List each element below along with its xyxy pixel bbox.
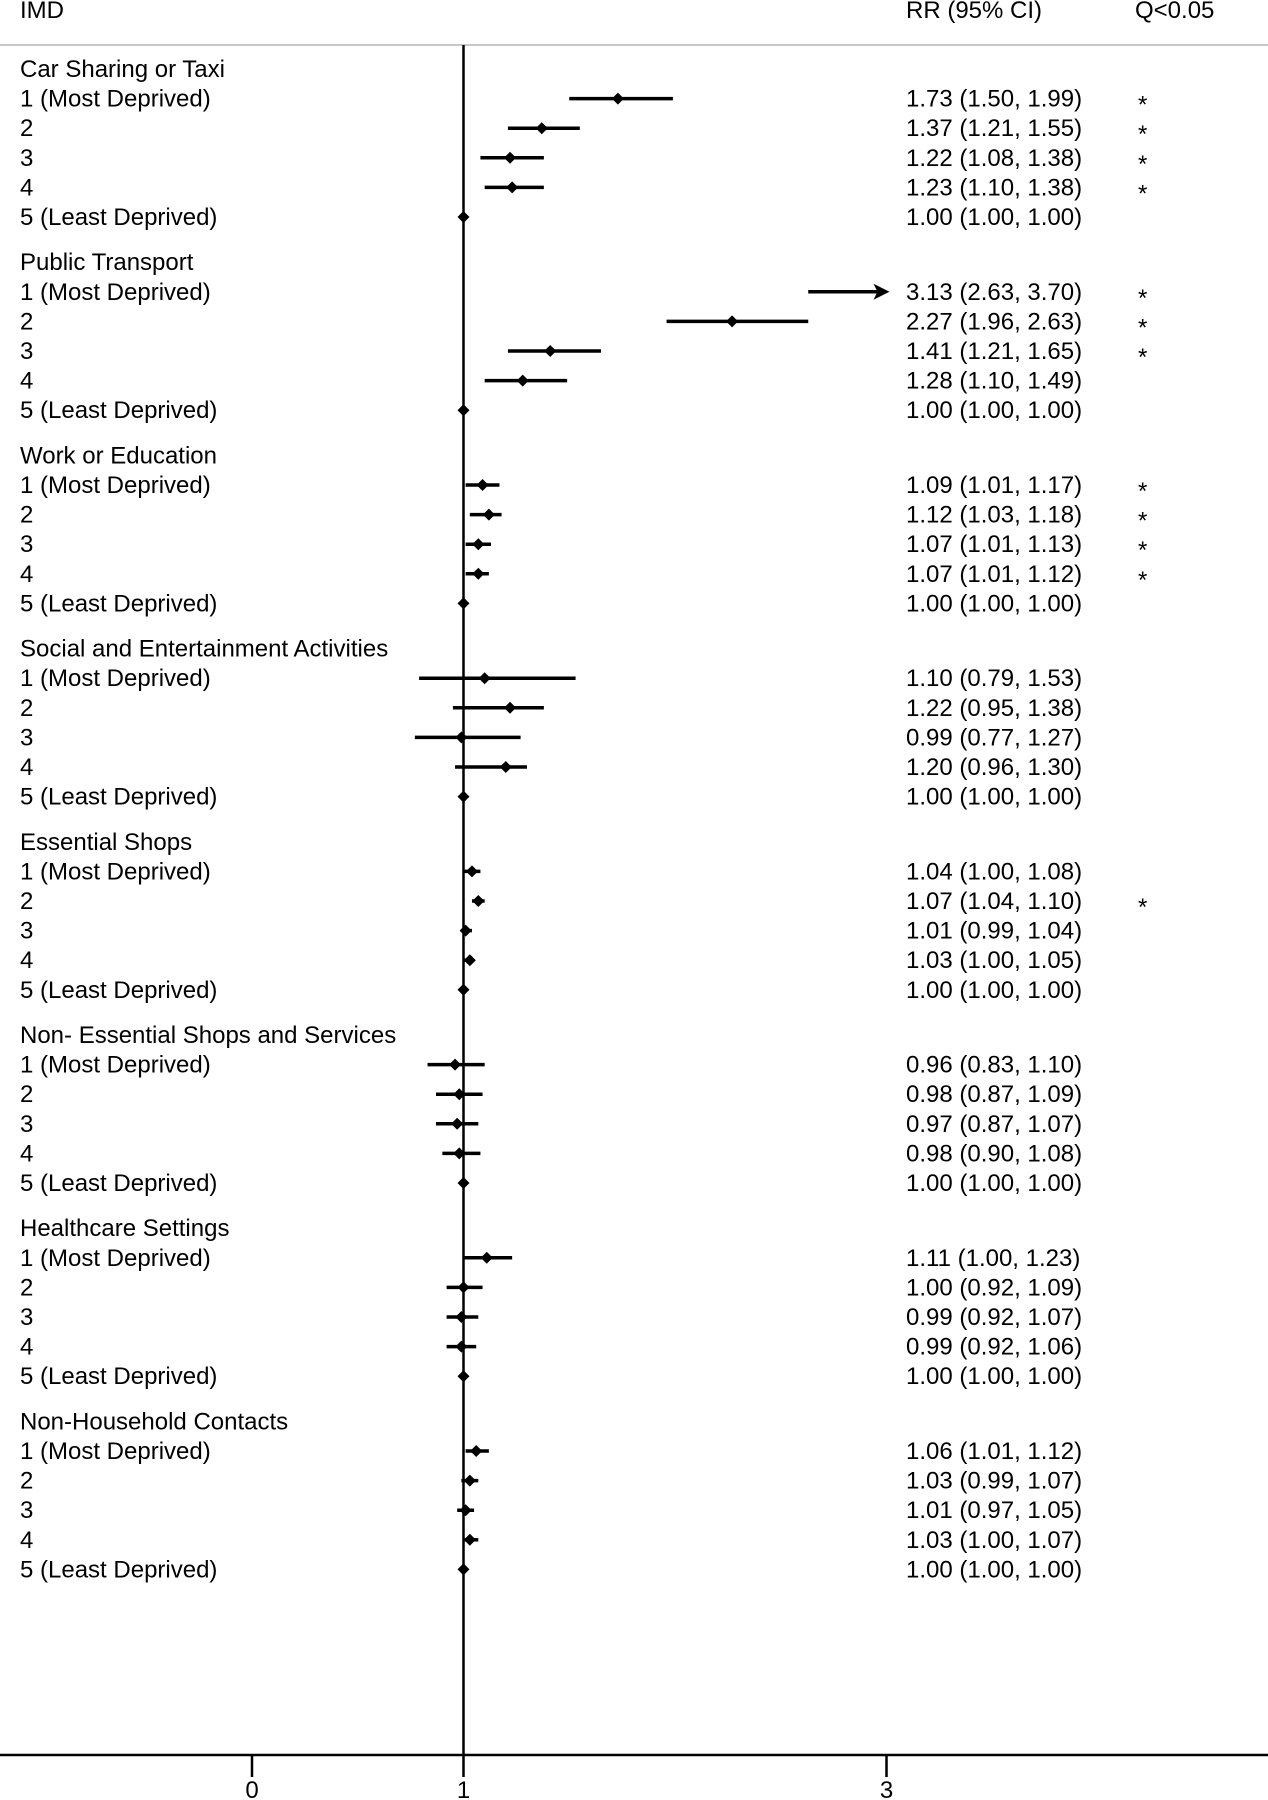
group-title: Public Transport [20,249,194,277]
table-row [20,368,1082,395]
estimate-text: 2.27 (1.96, 2.63) [906,308,1083,336]
point-estimate [455,731,467,743]
estimate-text: 1.07 (1.04, 1.10) [906,888,1083,915]
point-estimate [458,1563,470,1575]
estimate-text: 1.20 (0.96, 1.30) [906,754,1083,781]
estimate-text: 1.07 (1.01, 1.12) [906,560,1083,588]
estimate-text: 0.97 (0.87, 1.07) [906,1110,1083,1138]
point-estimate [612,93,624,105]
group-title: Social and Entertainment Activities [20,635,389,663]
point-estimate [472,538,484,550]
table-row [20,590,1082,617]
point-estimate [479,672,491,684]
group-title: Healthcare Settings [20,1215,230,1243]
estimate-text: 0.96 (0.83, 1.10) [906,1051,1083,1079]
row-label: 4 [20,560,34,588]
point-estimate [458,1177,470,1189]
header-label: IMD [20,0,64,24]
table-row [20,145,1147,178]
table-row [20,695,1082,722]
estimate-text: 3.13 (2.63, 3.70) [906,278,1083,306]
group-title: Non-Household Contacts [20,1408,289,1436]
row-label: 3 [20,144,34,172]
row-label: 4 [20,1140,34,1168]
estimate-text: 1.22 (1.08, 1.38) [906,144,1083,172]
row-label: 2 [20,115,34,143]
point-estimate [504,702,516,714]
rows-layer [20,45,1147,1755]
estimate-text: 1.03 (1.00, 1.05) [906,947,1083,975]
group [20,829,1147,1004]
row-label: 1 (Most Deprived) [20,665,211,693]
significance-marker: * [1138,284,1148,312]
row-label: 2 [20,1274,34,1302]
row-label: 3 [20,724,34,752]
point-estimate [464,954,476,966]
point-estimate [464,1475,476,1487]
estimate-text: 0.99 (0.92, 1.07) [906,1304,1083,1331]
table-row [20,1170,1082,1197]
point-estimate [455,1311,467,1323]
point-estimate [458,404,470,416]
estimate-text: 1.00 (1.00, 1.00) [906,1363,1083,1391]
significance-marker: * [1138,537,1148,565]
table-row [20,1081,1082,1108]
table-row [20,279,1147,312]
table-row [20,397,1082,424]
table-row [20,947,1082,974]
table-row [20,1304,1082,1331]
estimate-text: 1.06 (1.01, 1.12) [906,1438,1083,1465]
point-estimate [477,479,489,491]
point-estimate [455,1341,467,1353]
row-label: 4 [20,174,34,202]
point-estimate [449,1059,461,1071]
estimate-text: 1.07 (1.01, 1.13) [906,531,1083,559]
table-row [20,115,1147,148]
estimate-text: 1.10 (0.79, 1.53) [906,665,1083,693]
group-title: Car Sharing or Taxi [20,56,225,83]
table-row [20,665,1082,692]
estimate-text: 0.99 (0.77, 1.27) [906,724,1083,752]
row-label: 3 [20,1110,34,1138]
point-estimate [458,984,470,996]
row-label: 2 [20,1081,34,1109]
row-label: 2 [20,888,34,915]
row-label: 4 [20,1333,34,1361]
estimate-text: 1.28 (1.10, 1.49) [906,367,1083,395]
point-estimate [460,925,472,937]
point-estimate [544,345,556,357]
table-row [20,1140,1082,1167]
table-row [20,1111,1082,1138]
point-estimate [460,1504,472,1516]
table-row [20,1438,1082,1465]
row-label: 2 [20,694,34,722]
row-label: 4 [20,367,34,395]
estimate-text: 1.37 (1.21, 1.55) [906,115,1083,143]
group [20,442,1147,617]
table-row [20,1468,1082,1495]
point-estimate [458,791,470,803]
row-label: 1 (Most Deprived) [20,858,211,886]
estimate-text: 1.00 (1.00, 1.00) [906,397,1083,425]
header-significance: Q<0.05 [1135,0,1215,24]
row-label: 1 (Most Deprived) [20,1438,211,1465]
table-row [20,888,1147,921]
row-label: 5 (Least Deprived) [20,1170,218,1197]
group-title: Work or Education [20,442,217,470]
point-estimate [472,895,484,907]
group [20,636,1082,811]
point-estimate [517,375,529,387]
estimate-text: 1.01 (0.97, 1.05) [906,1497,1083,1525]
estimate-text: 1.41 (1.21, 1.65) [906,338,1083,365]
point-estimate [483,509,495,521]
table-row [20,1245,1080,1272]
estimate-text: 1.04 (1.00, 1.08) [906,858,1083,886]
table-row [20,858,1082,885]
x-tick-label: 1 [456,1777,471,1800]
row-label: 1 (Most Deprived) [20,278,211,306]
estimate-text: 1.11 (1.00, 1.23) [906,1244,1081,1272]
table-row [20,174,1147,207]
estimate-text: 1.00 (1.00, 1.00) [906,204,1083,231]
significance-marker: * [1138,566,1148,594]
estimate-text: 1.23 (1.10, 1.38) [906,174,1083,202]
table-row [20,1274,1082,1301]
row-label: 2 [20,501,34,529]
row-label: 5 (Least Deprived) [20,783,218,811]
point-estimate [504,152,516,164]
estimate-text: 1.03 (1.00, 1.07) [906,1526,1083,1554]
x-axis [0,1755,1268,1800]
table-row [20,724,1082,751]
row-label: 5 (Least Deprived) [20,590,218,618]
row-label: 5 (Least Deprived) [20,204,218,231]
estimate-text: 1.00 (1.00, 1.00) [906,590,1083,618]
estimate-text: 0.98 (0.87, 1.09) [906,1081,1083,1109]
point-estimate [536,122,548,134]
estimate-text: 1.00 (1.00, 1.00) [906,1170,1083,1197]
estimate-text: 1.00 (1.00, 1.00) [906,976,1083,1004]
group [20,1408,1082,1583]
estimate-text: 1.00 (1.00, 1.00) [906,783,1083,811]
row-label: 2 [20,308,34,336]
table-row [20,1334,1082,1361]
table-row [20,1497,1082,1524]
row-label: 5 (Least Deprived) [20,397,218,425]
table-row [20,1527,1082,1554]
group-title: Essential Shops [20,828,193,856]
table-row [20,784,1082,811]
table-row [20,918,1082,945]
group [20,56,1147,231]
table-row [20,338,1147,371]
group [20,249,1147,424]
table-row [20,1052,1082,1079]
estimate-text: 1.01 (0.99, 1.04) [906,917,1083,945]
row-label: 4 [20,947,34,975]
significance-marker: * [1138,507,1148,535]
x-tick-label: 3 [879,1777,894,1800]
x-tick-label: 0 [245,1777,259,1800]
point-estimate [466,865,478,877]
point-estimate [458,1370,470,1382]
row-label: 2 [20,1467,34,1495]
estimate-text: 1.73 (1.50, 1.99) [906,85,1083,113]
point-estimate [481,1252,493,1264]
point-estimate [451,1118,463,1130]
row-label: 1 (Most Deprived) [20,472,211,499]
estimate-text: 0.99 (0.92, 1.06) [906,1333,1083,1361]
table-row [20,86,1147,119]
point-estimate [500,761,512,773]
table-row [20,204,1082,231]
estimate-text: 1.03 (0.99, 1.07) [906,1467,1083,1495]
table-row [20,1363,1082,1390]
estimate-text: 1.00 (1.00, 1.00) [906,1556,1083,1584]
table-row [20,977,1082,1004]
point-estimate [458,211,470,223]
significance-marker: * [1138,150,1148,178]
estimate-text: 1.00 (0.92, 1.09) [906,1274,1083,1302]
group [20,1215,1082,1390]
significance-marker: * [1138,121,1148,149]
table-row [20,561,1147,594]
row-label: 5 (Least Deprived) [20,1363,218,1391]
significance-marker: * [1138,180,1148,208]
row-label: 3 [20,917,34,945]
estimate-text: 1.22 (0.95, 1.38) [906,694,1083,722]
significance-marker: * [1138,478,1148,505]
group [20,1022,1082,1197]
table-row [20,308,1147,341]
table-row [20,502,1147,535]
row-label: 5 (Least Deprived) [20,976,218,1004]
point-estimate [458,597,470,609]
group-title: Non- Essential Shops and Services [20,1022,397,1049]
row-label: 3 [20,531,34,559]
table-row [20,754,1082,781]
row-label: 3 [20,1497,34,1525]
table-row [20,472,1147,505]
table-row [20,1556,1082,1583]
row-label: 1 (Most Deprived) [20,1051,211,1079]
row-label: 3 [20,338,34,365]
point-estimate [470,1445,482,1457]
estimate-text: 1.09 (1.01, 1.17) [906,472,1083,499]
significance-marker: * [1138,314,1148,342]
estimate-text: 0.98 (0.90, 1.08) [906,1140,1083,1168]
row-label: 4 [20,754,34,781]
significance-marker: * [1138,344,1148,371]
header-estimate: RR (95% CI) [906,0,1043,24]
row-label: 1 (Most Deprived) [20,1244,211,1272]
row-label: 3 [20,1304,34,1331]
estimate-text: 1.12 (1.03, 1.18) [906,501,1083,529]
significance-marker: * [1138,91,1148,119]
point-estimate [506,181,518,193]
point-estimate [464,1534,476,1546]
point-estimate [726,315,738,327]
significance-marker: * [1138,894,1148,921]
row-label: 4 [20,1526,34,1554]
point-estimate [472,568,484,580]
row-label: 1 (Most Deprived) [20,85,211,113]
point-estimate [458,1281,470,1293]
table-row [20,531,1147,564]
row-label: 5 (Least Deprived) [20,1556,218,1584]
